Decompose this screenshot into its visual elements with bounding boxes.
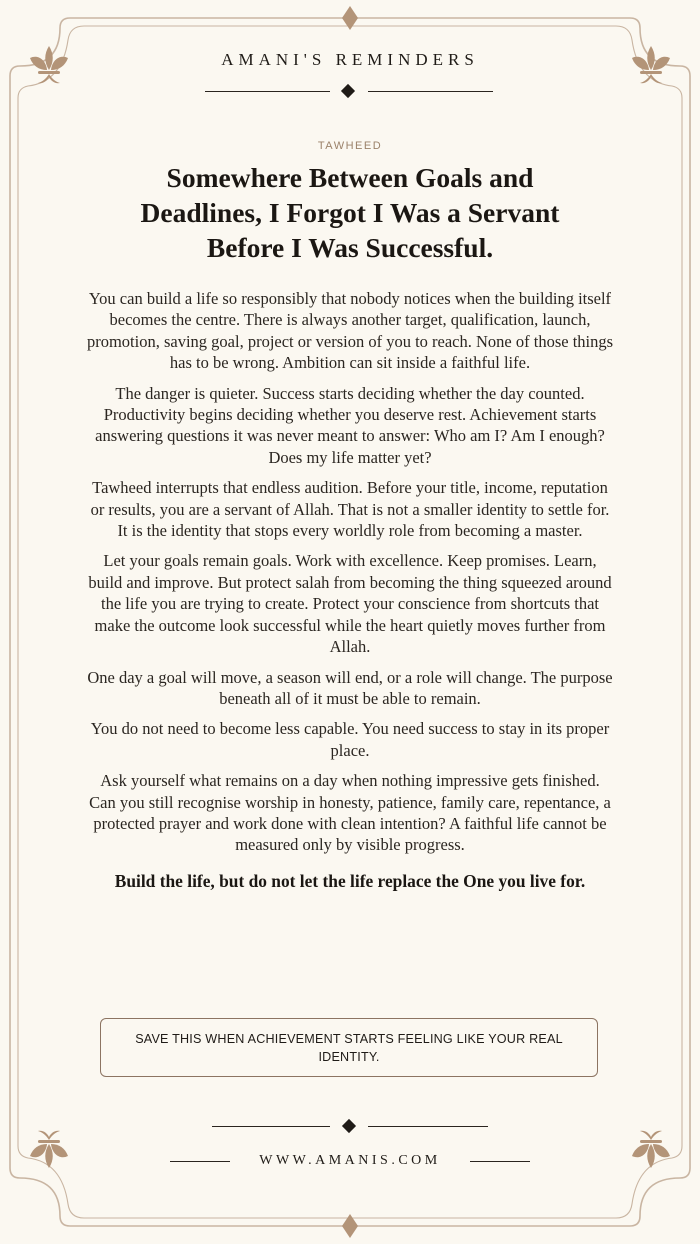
brand-title: AMANI'S REMINDERS <box>221 50 479 69</box>
header-divider-left <box>205 91 330 92</box>
diamond-ornament-icon <box>342 1214 358 1238</box>
save-note-text: SAVE THIS WHEN ACHIEVEMENT STARTS FEELING LIKE YOUR REAL IDENTITY. <box>135 1031 563 1064</box>
website-rule-right <box>470 1161 530 1162</box>
article-body <box>86 288 614 902</box>
diamond-ornament-icon <box>341 84 355 98</box>
diamond-ornament-icon <box>342 6 358 30</box>
website-link[interactable]: WWW.AMANIS.COM <box>259 1153 441 1168</box>
header-divider-right <box>368 91 493 92</box>
body-paragraph: Tawheed interrupts that endless audition. Before your title, income, reputation or results, you are a servant of Allah. That is not a smaller identity to settle for. It is the identity that stops every worldly role from becoming a master. <box>90 478 610 541</box>
body-paragraph: You can build a life so responsibly that nobody notices when the building itself becomes the centre. There is always another target, qualification, launch, promotion, saving goal, project or version of you to reach. None of those things has to be wrong. Ambition can sit inside a faithful life. <box>86 289 614 373</box>
footer-divider-right <box>368 1126 488 1127</box>
body-paragraph: The danger is quieter. Success starts deciding whether the day counted. Productivity begins deciding whether you deserve rest. Achievement starts answering questions it was never meant to answer: Who am I? Am I enough? Does my life matter yet? <box>95 383 605 467</box>
body-paragraph: One day a goal will move, a season will end, or a role will change. The purpose beneath all of it must be able to remain. <box>87 667 613 708</box>
body-paragraph: You do not need to become less capable. You need success to stay in its proper place. <box>90 719 610 760</box>
title-line: Somewhere Between Goals and <box>166 162 534 193</box>
body-paragraph: Ask yourself what remains on a day when nothing impressive gets finished. Can you still recognise worship in honesty, patience, family care, repentance, a protected prayer and work done with clean intention? A faithful life cannot be measured only by visible progress. <box>89 771 611 855</box>
closing-statement: Build the life, but do not let the life replace the One you live for. <box>114 870 586 891</box>
body-paragraph: Let your goals remain goals. Work with excellence. Keep promises. Learn, build and improve. But protect salah from becoming the thing squeezed around the life you are trying to create. Protect your conscience from shortcuts that make the outcome look successful while the heart quietly moves further from Allah. <box>88 551 612 657</box>
title-line: Deadlines, I Forgot I Was a Servant <box>140 197 560 228</box>
title-line: Before I Was Successful. <box>206 232 494 263</box>
article-title <box>90 160 610 265</box>
save-note-box <box>100 1018 598 1077</box>
footer-divider-left <box>212 1126 330 1127</box>
diamond-ornament-icon <box>342 1119 356 1133</box>
category-label: TAWHEED <box>317 140 383 152</box>
